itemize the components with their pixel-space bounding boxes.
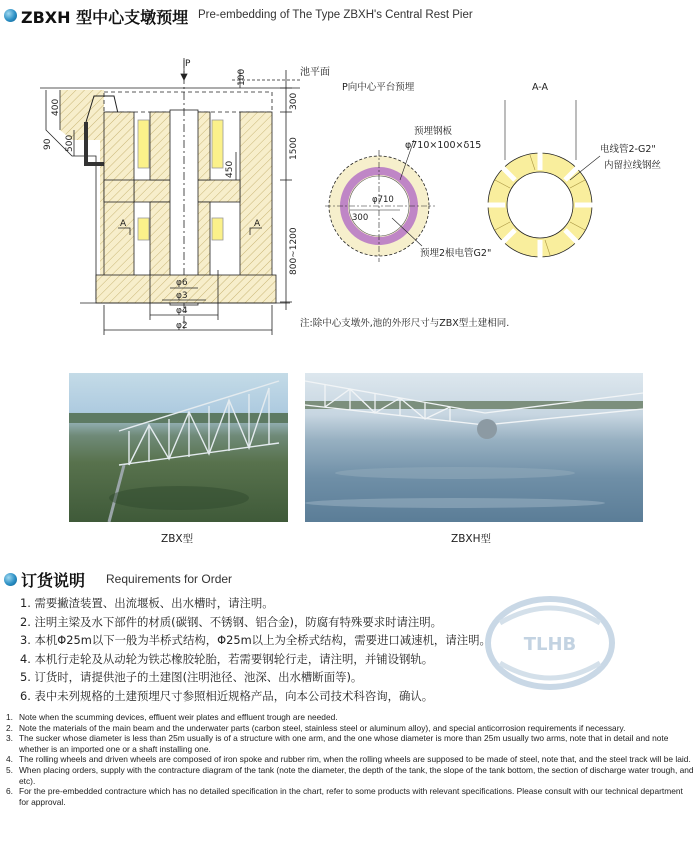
req-cn-item: 2. 注明主梁及水下部件的材质(碳钢、不锈钢、铝合金)，防腐有特殊要求时请注明。 bbox=[20, 614, 443, 629]
zbxh-caption: ZBXH型 bbox=[451, 533, 491, 545]
p-label: P bbox=[185, 59, 191, 69]
dim-100: 100 bbox=[237, 68, 247, 86]
section-a-left: A bbox=[120, 219, 127, 229]
dim-400: 400 bbox=[51, 98, 61, 116]
page-title-cn: ZBXH 型中心支墩预埋 bbox=[21, 8, 189, 27]
req-en-item: 6. For the pre-embedded contracture which has no detailed specification in the chart, refer to some products with relevant specifications. Please consult with our technical department for approval. bbox=[6, 786, 683, 807]
requirements-title-cn: 订货说明 bbox=[21, 571, 86, 590]
dim-phi3: φ3 bbox=[176, 291, 188, 301]
reserve-wire-label: 内留拉线钢丝 bbox=[604, 160, 662, 171]
pool-surface-label: 池平面 bbox=[300, 67, 330, 78]
req-en-item: 1. Note when the scumming devices, effluent weir plates and effluent trough are needed. bbox=[6, 712, 338, 722]
plan-300-label: 300 bbox=[352, 213, 369, 223]
req-en-item: 4. The rolling wheels and driven wheels are composed of iron spoke and rubber rim, when the rolling wheels are supposed to be made of steel, note that, and the steel track will be laid. bbox=[6, 754, 691, 765]
dim-90: 90 bbox=[43, 138, 53, 150]
p-view-title: P向中心平台预埋 bbox=[342, 82, 415, 93]
drawing-note: 注:除中心支墩外,池的外形尺寸与ZBX型土建相同. bbox=[300, 318, 510, 329]
dim-300: 300 bbox=[289, 92, 299, 110]
requirements-list-cn bbox=[20, 594, 491, 706]
req-cn-item: 1. 需要撇渣装置、出流堰板、出水槽时，请注明。 bbox=[20, 596, 274, 610]
req-en-item: 5. When placing orders, supply with the contracture diagram of the tank (note the diameter, the depth of the tank, the slope of the tank bottom, the section of discharge water trough, and etc). bbox=[6, 764, 694, 786]
phi710-label: φ710 bbox=[372, 195, 394, 205]
title-bullet-icon bbox=[4, 9, 17, 22]
plate-spec-label: φ710×100×δ15 bbox=[405, 140, 482, 151]
zbx-photo bbox=[69, 373, 288, 522]
requirements-list-en bbox=[6, 712, 694, 807]
section-a-right: A bbox=[254, 219, 261, 229]
pier-drawing bbox=[0, 30, 700, 370]
req-en-item: 3. The sucker whose diameter is less than 25m usually is of a structure with one arm, and the one whose diameter is more than 25m usually two arms, note that in detail and note whether is an imported one or a shaft installing one. bbox=[6, 733, 669, 754]
dim-450: 450 bbox=[225, 160, 235, 178]
dim-800-1200: 800~1200 bbox=[289, 227, 299, 275]
req-cn-item: 3. 本机Φ25m以下一般为半桥式结构，Φ25m以上为全桥式结构，需要进口减速机，请注明。 bbox=[20, 633, 491, 648]
dim-phi6: φ6 bbox=[176, 278, 188, 288]
elevation-section bbox=[40, 58, 300, 335]
conduit-label: 预埋2根电管G2" bbox=[420, 248, 492, 259]
dim-1500: 1500 bbox=[289, 137, 299, 160]
aa-title: A-A bbox=[532, 82, 549, 93]
tlhb-watermark-logo bbox=[480, 593, 620, 693]
req-cn-item: 6. 表中未列规格的土建预埋尺寸参照相近规格产品，向本公司技术科咨询，确认。 bbox=[20, 688, 434, 703]
req-cn-item: 5. 订货时，请提供池子的土建图(注明池径、池深、出水槽断面等)。 bbox=[20, 670, 363, 685]
req-cn-item: 4. 本机行走轮及从动轮为铁芯橡胶轮胎，若需要钢轮行走，请注明，并铺设钢轨。 bbox=[20, 651, 434, 666]
dim-phi2: φ2 bbox=[176, 321, 188, 331]
requirements-title-en: Requirements for Order bbox=[106, 572, 233, 586]
elec-pipe-label: 电线管2-G2" bbox=[600, 144, 656, 155]
requirements-bullet-icon bbox=[4, 573, 17, 586]
svg-text:TLHB: TLHB bbox=[523, 634, 577, 655]
zbx-caption: ZBX型 bbox=[161, 533, 194, 545]
dim-phi4: φ4 bbox=[176, 306, 188, 316]
p-view-plan bbox=[325, 81, 491, 262]
plate-label: 预埋钢板 bbox=[414, 126, 453, 137]
aa-section bbox=[485, 82, 662, 260]
zbxh-photo bbox=[305, 373, 643, 522]
page-title-en: Pre-embedding of The Type ZBXH's Central Rest Pier bbox=[198, 9, 473, 21]
req-en-item: 2. Note the materials of the main beam and the underwater parts (carbon steel, stainless steel or aluminum alloy), and special anticorrosion requirements if necessary. bbox=[6, 722, 626, 733]
dim-500: 500 bbox=[65, 134, 75, 152]
